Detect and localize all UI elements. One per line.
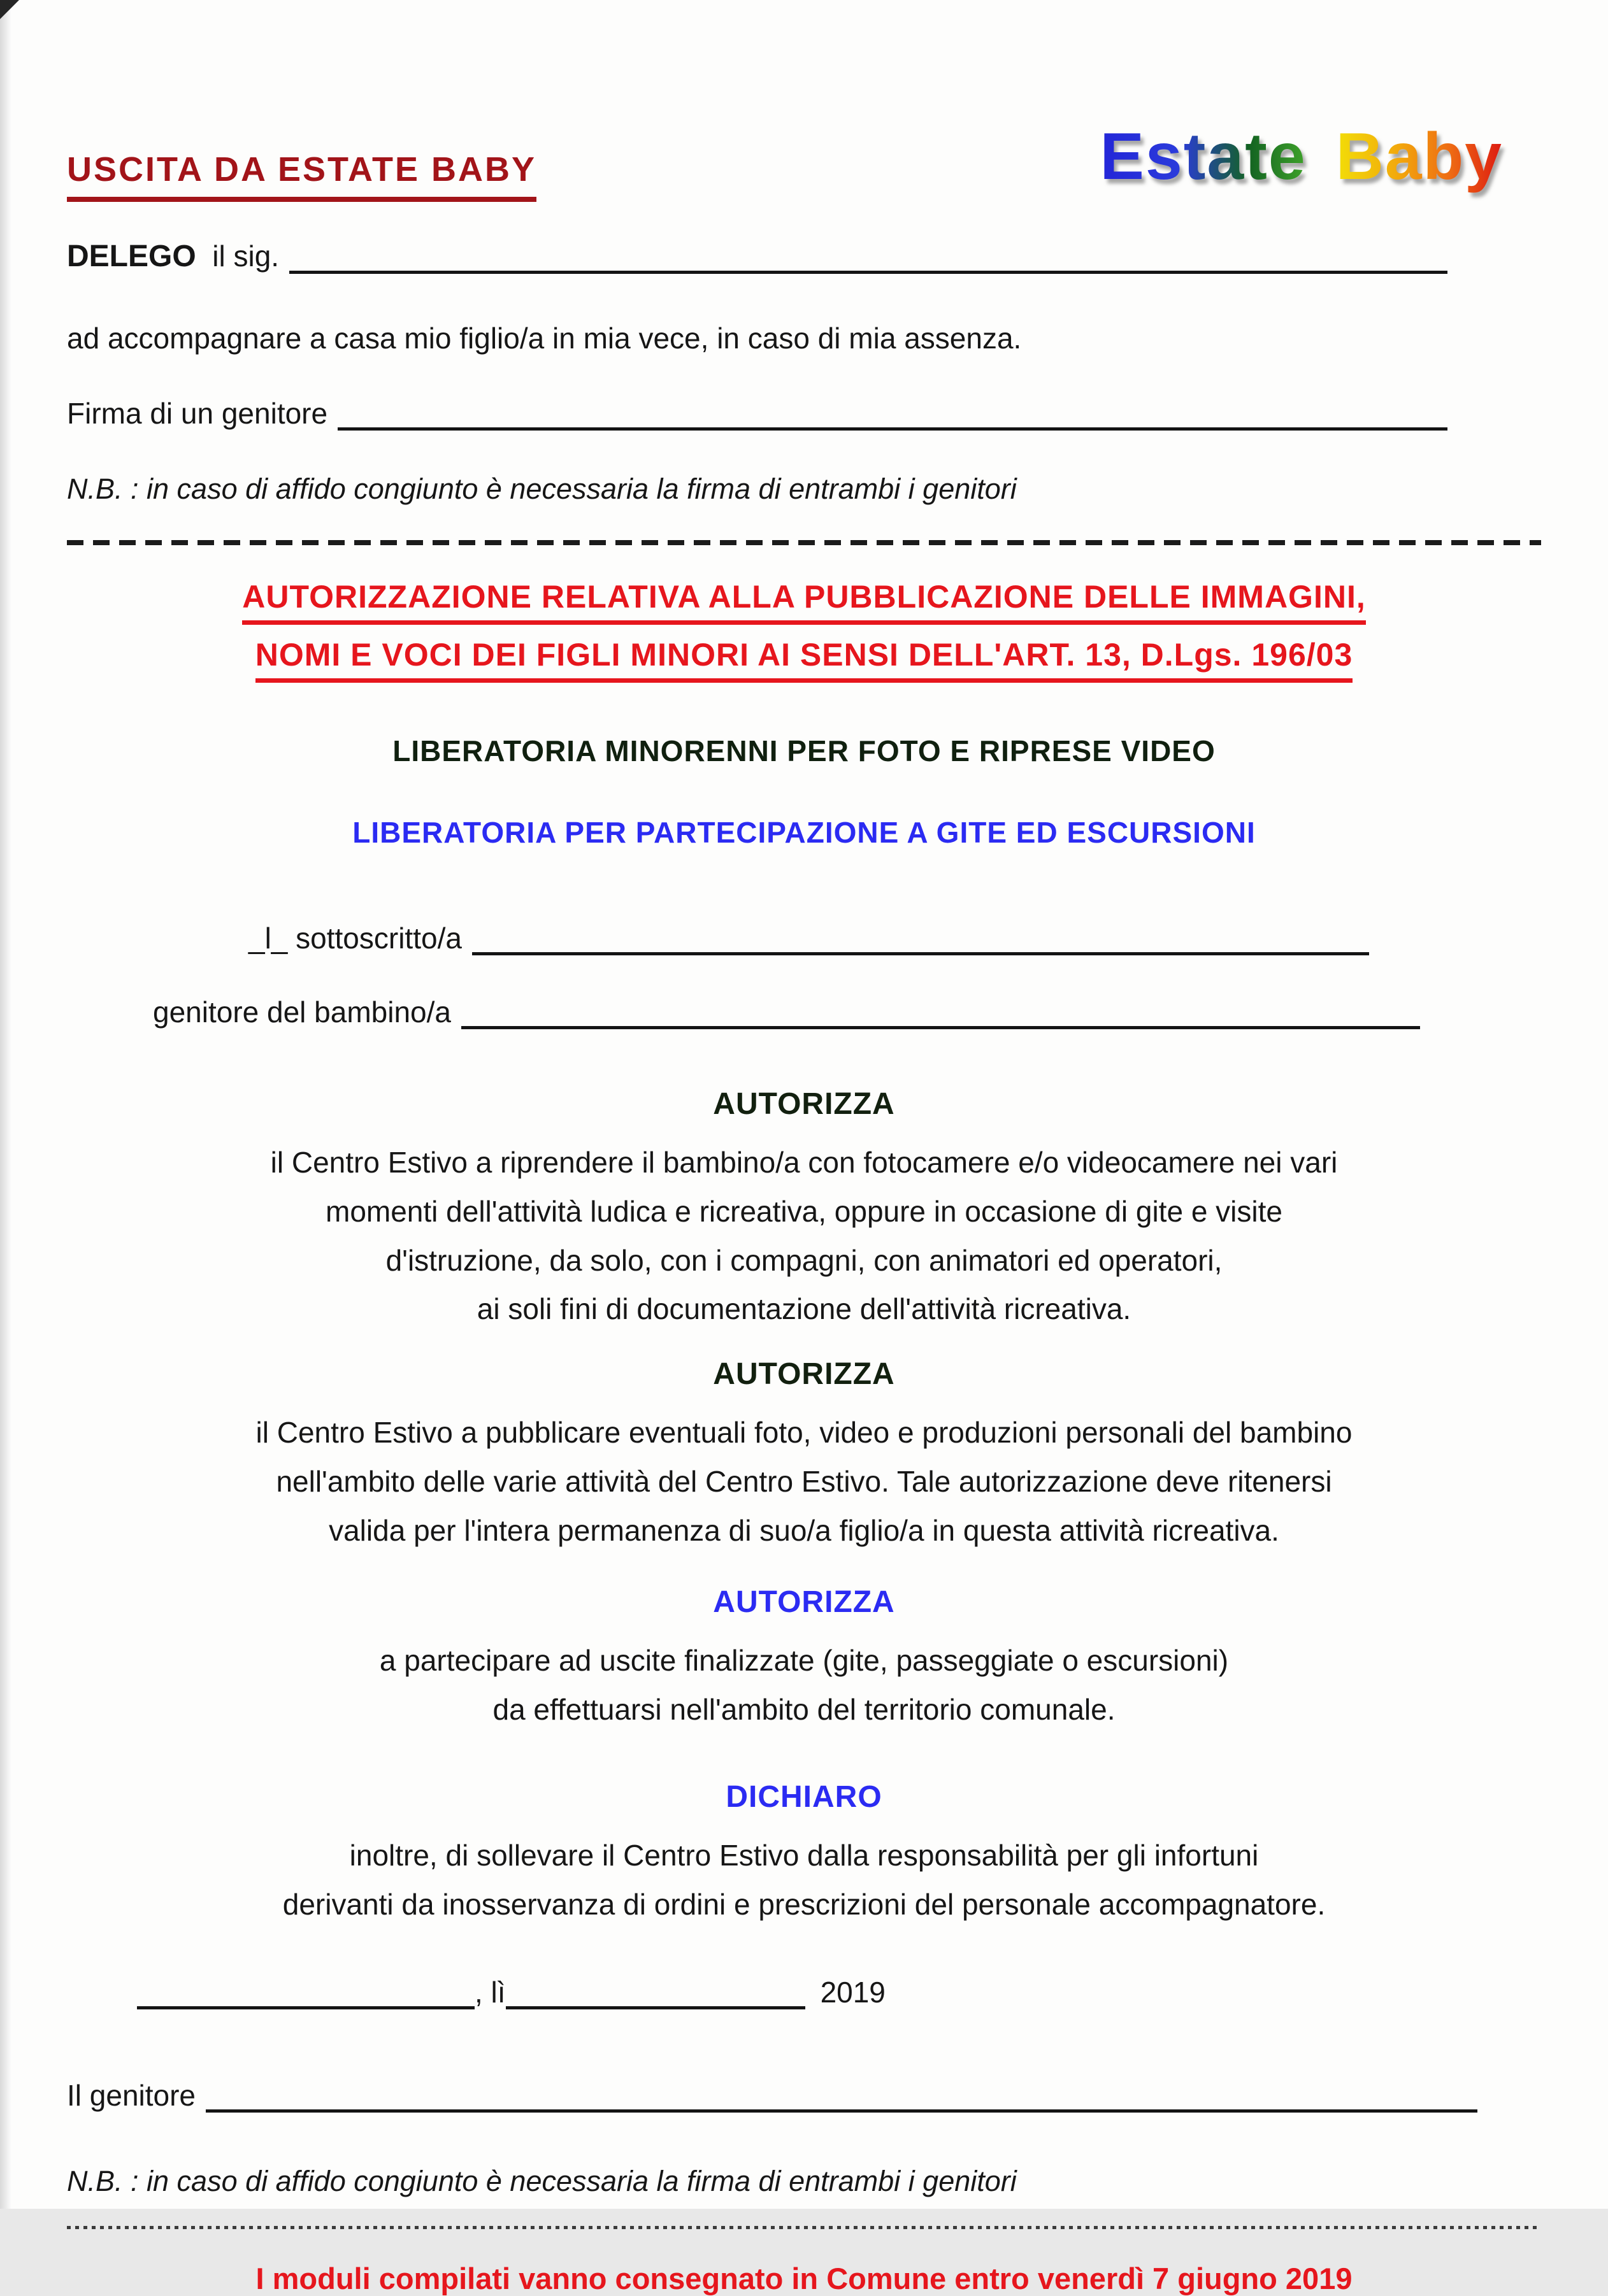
release-photo-video-heading: LIBERATORIA MINORENNI PER FOTO E RIPRESE VIDEO <box>392 734 1216 767</box>
child-name-blank <box>461 1026 1420 1029</box>
paragraph-line: il Centro Estivo a pubblicare eventuali foto, video e produzioni personali del bambino <box>255 1416 1353 1450</box>
paragraph-line: ai soli fini di documentazione dell'attività ricreativa. <box>477 1292 1131 1326</box>
authorizes-heading-1: AUTORIZZA <box>713 1087 895 1121</box>
logo-word-estate: Estate <box>1100 120 1307 194</box>
accompany-text: ad accompagnare a casa mio figlio/a in mia vece, in caso di mia assenza. <box>67 322 1022 355</box>
child-parent-row <box>153 995 1420 1029</box>
authorizes-paragraph-1 <box>67 1138 1541 1334</box>
deadline-note: I moduli compilati vanno consegnato in Comune entro venerdì 7 giugno 2019 <box>255 2261 1353 2295</box>
authorizes-paragraph-2 <box>67 1408 1541 1555</box>
paragraph-line: derivanti da inosservanza di ordini e prescrizioni del personale accompagnatore. <box>282 1888 1326 1922</box>
delego-label-rest: il sig. <box>212 239 280 273</box>
undersigned-name-blank <box>472 952 1369 955</box>
paragraph-line: nell'ambito delle varie attività del Centro Estivo. Tale autorizzazione deve ritenersi <box>276 1465 1332 1499</box>
logo-word-baby: Baby <box>1335 120 1503 194</box>
declares-paragraph <box>67 1831 1541 1929</box>
authorization-heading-line1: AUTORIZZAZIONE RELATIVA ALLA PUBBLICAZIONE DELLE IMMAGINI, <box>242 578 1365 625</box>
date-separator: , lì <box>475 1975 506 2009</box>
paragraph-line: inoltre, di sollevare il Centro Estivo dalla responsabilità per gli infortuni <box>349 1839 1259 1872</box>
place-date-row <box>137 1975 1541 2009</box>
dotted-divider <box>67 2226 1541 2229</box>
parent-signature-blank <box>338 427 1447 431</box>
paragraph-line: d'istruzione, da solo, con i compagni, con animatori ed operatori, <box>385 1243 1223 1277</box>
header <box>67 120 1541 202</box>
authorization-heading <box>67 578 1541 694</box>
parent-signature-row <box>67 396 1447 431</box>
authorizes-paragraph-3 <box>67 1636 1541 1734</box>
final-signature-row <box>67 2078 1477 2113</box>
declares-heading: DICHIARO <box>726 1780 882 1815</box>
paragraph-line: a partecipare ad uscite finalizzate (gite, passeggiate o escursioni) <box>379 1643 1229 1677</box>
joint-custody-note-bottom: N.B. : in caso di affido congiunto è necessaria la firma di entrambi i genitori <box>67 2164 1017 2197</box>
joint-custody-note-top: N.B. : in caso di affido congiunto è necessaria la firma di entrambi i genitori <box>67 473 1017 505</box>
paragraph-line: da effettuarsi nell'ambito del territorio comunale. <box>492 1692 1116 1726</box>
estate-baby-logo <box>1100 119 1503 195</box>
parent-signature-label: Firma di un genitore <box>67 397 328 430</box>
year-text: 2019 <box>820 1975 886 2009</box>
paragraph-line: il Centro Estivo a riprendere il bambino/a con fotocamere e/o videocamere nei vari <box>270 1146 1338 1179</box>
delego-label: DELEGO <box>67 239 196 273</box>
dashed-divider <box>67 540 1541 545</box>
paragraph-line: momenti dell'attività ludica e ricreativa, oppure in occasione di gite e visite <box>326 1194 1282 1228</box>
delego-row <box>67 239 1447 274</box>
undersigned-row <box>248 921 1369 955</box>
place-blank <box>137 2006 475 2009</box>
scan-edge-artifact <box>0 0 11 2209</box>
final-signature-label: Il genitore <box>67 2078 196 2112</box>
authorizes-heading-2: AUTORIZZA <box>713 1357 895 1392</box>
date-blank <box>506 2006 805 2009</box>
final-signature-blank <box>206 2109 1477 2113</box>
page-title: USCITA DA ESTATE BABY <box>67 150 536 202</box>
delegate-name-blank <box>289 271 1447 274</box>
scan-corner-artifact <box>0 0 19 19</box>
paragraph-line: valida per l'intera permanenza di suo/a figlio/a in questa attività ricreativa. <box>329 1513 1279 1547</box>
authorization-heading-line2: NOMI E VOCI DEI FIGLI MINORI AI SENSI DELL'ART. 13, D.Lgs. 196/03 <box>255 636 1353 683</box>
release-trips-heading: LIBERATORIA PER PARTECIPAZIONE A GITE ED ESCURSIONI <box>352 816 1256 849</box>
child-parent-label: genitore del bambino/a <box>153 995 451 1029</box>
authorizes-heading-3: AUTORIZZA <box>713 1585 895 1619</box>
undersigned-label: _l_ sottoscritto/a <box>248 922 462 955</box>
